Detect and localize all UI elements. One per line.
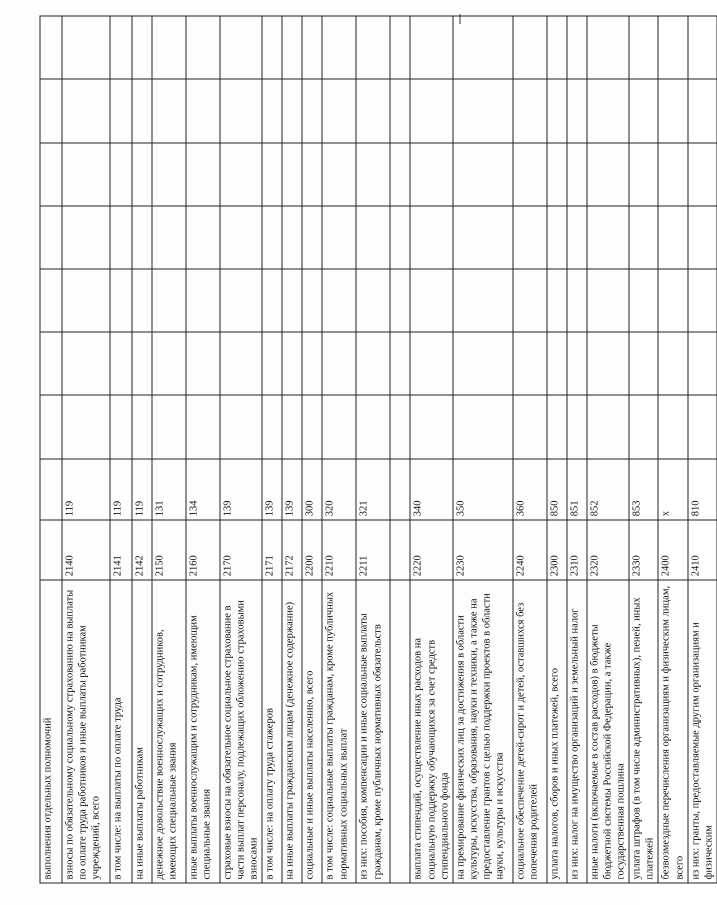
value-cell xyxy=(688,206,717,269)
value-cell xyxy=(220,395,262,458)
value-cell xyxy=(513,269,547,332)
value-cell xyxy=(688,269,717,332)
row-name-cell: из них: пособия, компенсации и иные социальные выплаты гражданам, кроме публичных нормативных обязательств xyxy=(356,580,390,883)
row-kosgu-cell: 340 xyxy=(410,459,452,520)
value-cell xyxy=(629,269,658,332)
row-code-cell: 2240 xyxy=(513,520,547,580)
value-cell xyxy=(658,332,687,395)
row-code-cell: 2220 xyxy=(410,520,452,580)
value-cell xyxy=(152,16,186,79)
value-cell xyxy=(262,395,282,458)
value-cell xyxy=(658,269,687,332)
value-cell xyxy=(186,143,220,206)
value-cell xyxy=(453,143,513,206)
value-cell xyxy=(410,269,452,332)
value-cell xyxy=(513,395,547,458)
value-cell xyxy=(152,79,186,142)
value-cell xyxy=(40,269,62,332)
value-cell xyxy=(40,16,62,79)
value-cell xyxy=(322,332,356,395)
value-cell xyxy=(302,79,322,142)
value-cell xyxy=(547,332,567,395)
table-row xyxy=(513,16,547,883)
value-cell xyxy=(587,16,629,79)
table-row xyxy=(453,16,513,883)
value-cell xyxy=(186,332,220,395)
value-cell xyxy=(688,143,717,206)
table-row xyxy=(132,16,152,883)
value-cell xyxy=(390,206,410,269)
value-cell xyxy=(587,79,629,142)
row-code-cell: 2170 xyxy=(220,520,262,580)
row-kosgu-cell: 350 xyxy=(453,459,513,520)
value-cell xyxy=(688,395,717,458)
row-kosgu-cell: 321 xyxy=(356,459,390,520)
row-kosgu-cell xyxy=(390,459,410,520)
value-cell xyxy=(453,16,513,79)
value-cell xyxy=(513,79,547,142)
value-cell xyxy=(282,395,302,458)
value-cell xyxy=(186,16,220,79)
value-cell xyxy=(410,16,452,79)
row-code-cell: 2150 xyxy=(152,520,186,580)
value-cell xyxy=(390,79,410,142)
value-cell xyxy=(547,143,567,206)
value-cell xyxy=(629,332,658,395)
value-cell xyxy=(220,206,262,269)
value-cell xyxy=(567,143,587,206)
value-cell xyxy=(547,206,567,269)
value-cell xyxy=(547,269,567,332)
value-cell xyxy=(547,79,567,142)
value-cell xyxy=(567,16,587,79)
row-kosgu-cell: 139 xyxy=(282,459,302,520)
value-cell xyxy=(356,206,390,269)
value-cell xyxy=(282,143,302,206)
value-cell xyxy=(322,395,356,458)
table-row xyxy=(322,16,356,883)
value-cell xyxy=(152,269,186,332)
row-name-cell: уплата штрафов (в том числе административных), пеней, иных платежей xyxy=(629,580,658,883)
value-cell xyxy=(282,79,302,142)
value-cell xyxy=(282,206,302,269)
row-code-cell: 2211 xyxy=(356,520,390,580)
value-cell xyxy=(220,16,262,79)
row-code-cell: 2300 xyxy=(547,520,567,580)
value-cell xyxy=(567,206,587,269)
rotated-table-wrapper xyxy=(40,16,715,884)
row-name-cell: на иные выплаты работникам xyxy=(132,580,152,883)
value-cell xyxy=(513,143,547,206)
value-cell xyxy=(567,269,587,332)
value-cell xyxy=(322,16,356,79)
table-row xyxy=(62,16,110,883)
row-name-cell: уплата налогов, сборов и иных платежей, всего xyxy=(547,580,567,883)
row-name-cell: страховые взносы на обязательное социальное страхование в части выплат персоналу, подлежащих обложению страховыми взносами xyxy=(220,580,262,883)
row-kosgu-cell: 134 xyxy=(186,459,220,520)
table-row xyxy=(302,16,322,883)
row-kosgu-cell: 850 xyxy=(547,459,567,520)
value-cell xyxy=(356,395,390,458)
row-kosgu-cell: 360 xyxy=(513,459,547,520)
value-cell xyxy=(186,395,220,458)
value-cell xyxy=(390,16,410,79)
value-cell xyxy=(262,269,282,332)
value-cell xyxy=(302,143,322,206)
value-cell xyxy=(658,395,687,458)
row-code-cell: 2230 xyxy=(453,520,513,580)
row-kosgu-cell: 119 xyxy=(110,459,132,520)
value-cell xyxy=(629,143,658,206)
table-row xyxy=(40,16,62,883)
value-cell xyxy=(453,79,513,142)
value-cell xyxy=(322,206,356,269)
row-name-cell: в том числе: на выплаты по оплате труда xyxy=(110,580,132,883)
value-cell xyxy=(132,206,152,269)
row-kosgu-cell: 320 xyxy=(322,459,356,520)
value-cell xyxy=(453,206,513,269)
value-cell xyxy=(410,143,452,206)
row-name-cell: социальное обеспечение детей-сирот и детей, оставшихся без попечения родителей xyxy=(513,580,547,883)
value-cell xyxy=(587,143,629,206)
value-cell xyxy=(390,143,410,206)
value-cell xyxy=(390,395,410,458)
budget-expenses-table xyxy=(40,16,717,884)
value-cell xyxy=(410,206,452,269)
table-row xyxy=(152,16,186,883)
value-cell xyxy=(132,269,152,332)
table-row xyxy=(629,16,658,883)
value-cell xyxy=(220,143,262,206)
value-cell xyxy=(62,206,110,269)
row-name-cell: иные налоги (включаемые в состав расходов) в бюджеты бюджетной системы Российской Федерации, а также государственная пошлина xyxy=(587,580,629,883)
row-code-cell: 2200 xyxy=(302,520,322,580)
value-cell xyxy=(567,332,587,395)
row-kosgu-cell: x xyxy=(658,459,687,520)
value-cell xyxy=(110,79,132,142)
value-cell xyxy=(390,269,410,332)
row-name-cell: выплата стипендий, осуществление иных расходов на социальную поддержку обучающихся за счет средств стипендиального фонда xyxy=(410,580,452,883)
value-cell xyxy=(322,143,356,206)
value-cell xyxy=(390,332,410,395)
row-name-cell: выполнения отдельных полномочий xyxy=(40,580,62,883)
value-cell xyxy=(186,206,220,269)
value-cell xyxy=(186,79,220,142)
value-cell xyxy=(220,332,262,395)
row-code-cell: 2330 xyxy=(629,520,658,580)
value-cell xyxy=(262,79,282,142)
value-cell xyxy=(410,395,452,458)
value-cell xyxy=(152,206,186,269)
row-name-cell: в том числе: на оплату труда стажеров xyxy=(262,580,282,883)
value-cell xyxy=(62,395,110,458)
value-cell xyxy=(62,16,110,79)
value-cell xyxy=(302,269,322,332)
value-cell xyxy=(513,332,547,395)
value-cell xyxy=(40,79,62,142)
value-cell xyxy=(110,143,132,206)
row-name-cell: денежное довольствие военнослужащих и сотрудников, имеющих специальные звания xyxy=(152,580,186,883)
row-kosgu-cell: 851 xyxy=(567,459,587,520)
row-kosgu-cell: 810 xyxy=(688,459,717,520)
row-kosgu-cell xyxy=(40,459,62,520)
table-row xyxy=(282,16,302,883)
value-cell xyxy=(453,269,513,332)
row-kosgu-cell: 853 xyxy=(629,459,658,520)
value-cell xyxy=(40,395,62,458)
value-cell xyxy=(658,79,687,142)
value-cell xyxy=(567,395,587,458)
row-code-cell: 2160 xyxy=(186,520,220,580)
value-cell xyxy=(186,269,220,332)
value-cell xyxy=(132,332,152,395)
value-cell xyxy=(110,269,132,332)
value-cell xyxy=(322,79,356,142)
value-cell xyxy=(356,332,390,395)
value-cell xyxy=(658,143,687,206)
value-cell xyxy=(110,332,132,395)
value-cell xyxy=(40,143,62,206)
value-cell xyxy=(132,143,152,206)
value-cell xyxy=(567,79,587,142)
value-cell xyxy=(262,206,282,269)
row-name-cell: в том числе: социальные выплаты гражданам, кроме публичных нормативных социальных выплат xyxy=(322,580,356,883)
value-cell xyxy=(356,269,390,332)
value-cell xyxy=(110,206,132,269)
row-code-cell: 2171 xyxy=(262,520,282,580)
value-cell xyxy=(410,332,452,395)
value-cell xyxy=(62,332,110,395)
row-code-cell: 2210 xyxy=(322,520,356,580)
value-cell xyxy=(629,206,658,269)
table-row xyxy=(186,16,220,883)
table-row xyxy=(587,16,629,883)
row-code-cell: 2410 xyxy=(688,520,717,580)
value-cell xyxy=(282,269,302,332)
value-cell xyxy=(132,16,152,79)
table-row xyxy=(688,16,717,883)
value-cell xyxy=(629,79,658,142)
row-kosgu-cell: 131 xyxy=(152,459,186,520)
value-cell xyxy=(302,16,322,79)
table-row xyxy=(547,16,567,883)
value-cell xyxy=(302,206,322,269)
value-cell xyxy=(322,269,356,332)
value-cell xyxy=(587,206,629,269)
value-cell xyxy=(547,16,567,79)
value-cell xyxy=(220,269,262,332)
row-name-cell: иные выплаты военнослужащим и сотрудникам, имеющим специальные звания xyxy=(186,580,220,883)
row-code-cell: 2400 xyxy=(658,520,687,580)
value-cell xyxy=(688,16,717,79)
row-code-cell: 2142 xyxy=(132,520,152,580)
value-cell xyxy=(132,395,152,458)
row-kosgu-cell: 139 xyxy=(262,459,282,520)
row-code-cell xyxy=(40,520,62,580)
row-name-cell: взносы по обязательному социальному страхованию на выплаты по оплате труда работников и иные выплаты работникам учреждений, всего xyxy=(62,580,110,883)
row-name-cell xyxy=(390,580,410,883)
value-cell xyxy=(688,79,717,142)
value-cell xyxy=(110,16,132,79)
table-body xyxy=(40,16,717,883)
row-name-cell: на премирование физических лиц за достижения в области культуры, искусства, образования, науки и техники, а также на предоставление грантов с целью поддержки проектов в области науки, культуры и искусства xyxy=(453,580,513,883)
value-cell xyxy=(220,79,262,142)
value-cell xyxy=(62,79,110,142)
value-cell xyxy=(629,16,658,79)
value-cell xyxy=(302,332,322,395)
table-row xyxy=(110,16,132,883)
value-cell xyxy=(152,395,186,458)
row-name-cell: на иные выплаты гражданским лицам (денежное содержание) xyxy=(282,580,302,883)
value-cell xyxy=(40,332,62,395)
value-cell xyxy=(356,79,390,142)
table-row xyxy=(220,16,262,883)
row-kosgu-cell: 852 xyxy=(587,459,629,520)
value-cell xyxy=(587,395,629,458)
value-cell xyxy=(356,16,390,79)
value-cell xyxy=(262,143,282,206)
value-cell xyxy=(62,143,110,206)
table-row xyxy=(390,16,410,883)
value-cell xyxy=(453,395,513,458)
value-cell xyxy=(262,332,282,395)
value-cell xyxy=(110,395,132,458)
value-cell xyxy=(513,16,547,79)
row-name-cell: из них: налог на имущество организаций и земельный налог xyxy=(567,580,587,883)
value-cell xyxy=(152,143,186,206)
value-cell xyxy=(282,16,302,79)
row-code-cell: 2310 xyxy=(567,520,587,580)
value-cell xyxy=(62,269,110,332)
table-row xyxy=(356,16,390,883)
row-name-cell: безвозмездные перечисления организациям и физическим лицам, всего xyxy=(658,580,687,883)
value-cell xyxy=(658,16,687,79)
value-cell xyxy=(629,395,658,458)
row-code-cell: 2141 xyxy=(110,520,132,580)
row-name-cell: социальные и иные выплаты населению, всего xyxy=(302,580,322,883)
row-kosgu-cell: 139 xyxy=(220,459,262,520)
row-code-cell: 2140 xyxy=(62,520,110,580)
row-name-cell: из них: гранты, предоставляемые другим организациям и физическим xyxy=(688,580,717,883)
row-kosgu-cell: 119 xyxy=(62,459,110,520)
row-code-cell xyxy=(390,520,410,580)
row-code-cell: 2172 xyxy=(282,520,302,580)
value-cell xyxy=(547,395,567,458)
row-kosgu-cell: 119 xyxy=(132,459,152,520)
table-row xyxy=(567,16,587,883)
table-row xyxy=(262,16,282,883)
value-cell xyxy=(282,332,302,395)
table-row xyxy=(410,16,452,883)
value-cell xyxy=(40,206,62,269)
value-cell xyxy=(688,332,717,395)
value-cell xyxy=(587,332,629,395)
value-cell xyxy=(132,79,152,142)
value-cell xyxy=(410,79,452,142)
value-cell xyxy=(513,206,547,269)
value-cell xyxy=(302,395,322,458)
value-cell xyxy=(587,269,629,332)
row-kosgu-cell: 300 xyxy=(302,459,322,520)
value-cell xyxy=(658,206,687,269)
row-code-cell: 2320 xyxy=(587,520,629,580)
value-cell xyxy=(262,16,282,79)
table-row xyxy=(658,16,687,883)
value-cell xyxy=(152,332,186,395)
value-cell xyxy=(356,143,390,206)
value-cell xyxy=(453,332,513,395)
